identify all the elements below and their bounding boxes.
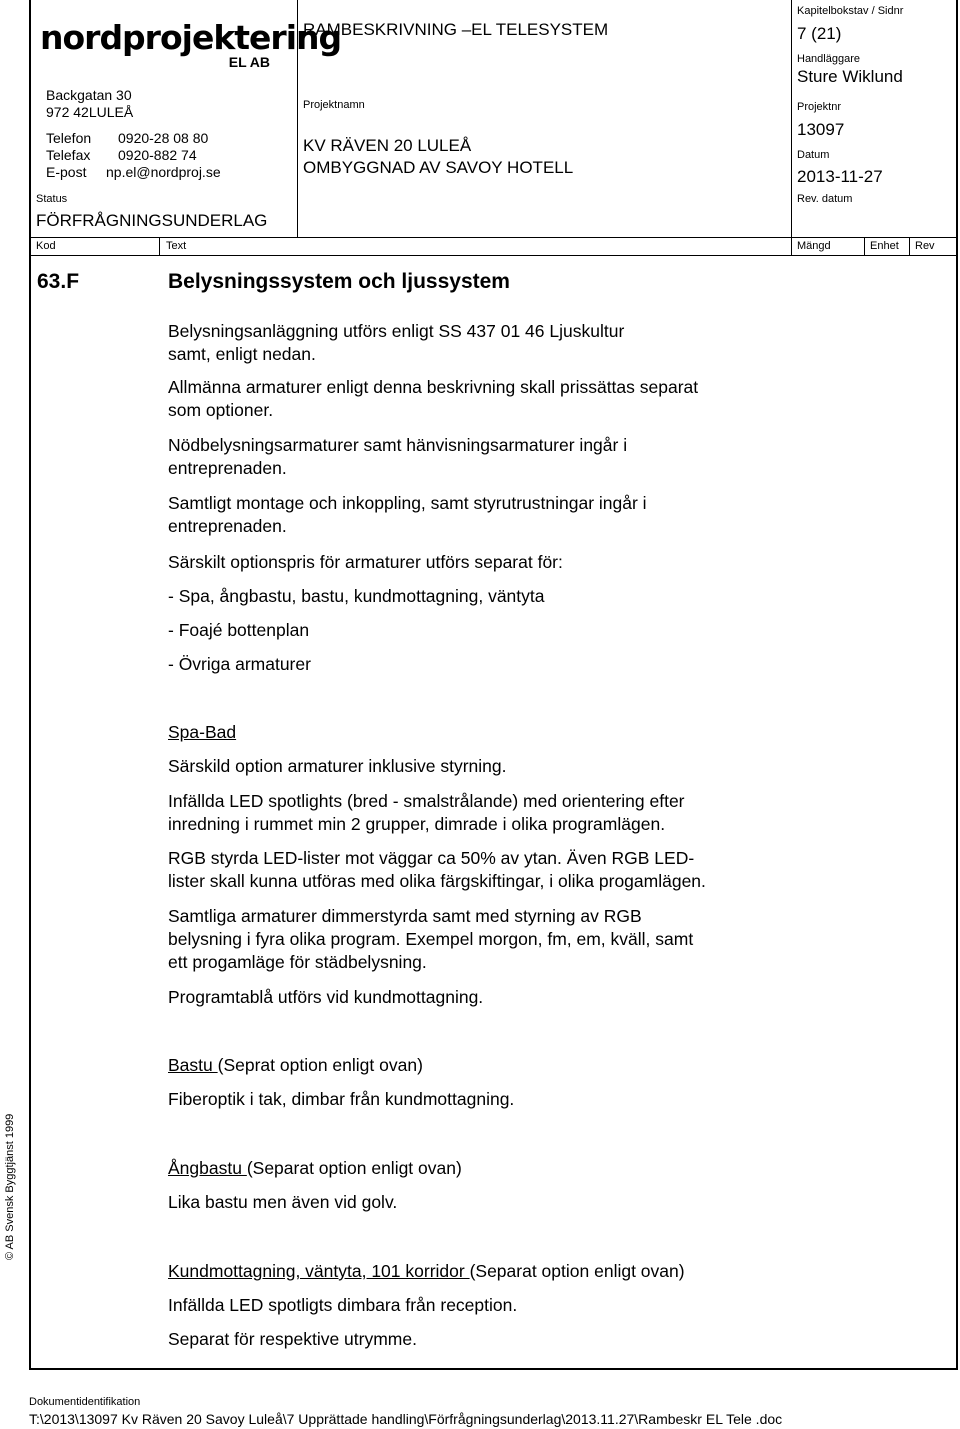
kund-heading-rest: (Separat option enligt ovan) (469, 1261, 685, 1281)
intro-p3 (168, 434, 627, 480)
projektnr-value: 13097 (797, 120, 845, 139)
intro-p2-line1: Allmänna armaturer enligt denna beskrivning skall prissättas separat (168, 377, 699, 397)
spa-para-3 (168, 847, 706, 893)
intro-p4 (168, 492, 647, 538)
fax-label: Telefax (46, 147, 91, 163)
section-title: Belysningssystem och ljussystem (168, 270, 510, 293)
intro-p5: Särskilt optionspris för armaturer utförs separat för: (168, 552, 563, 572)
intro-p2 (168, 376, 698, 422)
revdatum-label: Rev. datum (797, 193, 853, 205)
header-bottom-line (29, 237, 958, 238)
fax-value: 0920-882 74 (118, 147, 197, 163)
email-row (46, 164, 221, 181)
projektnamn-value (303, 135, 573, 179)
col-divider-mangd (791, 237, 792, 255)
col-divider-kod (159, 237, 160, 255)
company-contact (46, 130, 221, 181)
logo-subtitle: EL AB (228, 54, 270, 70)
handlaggare-label: Handläggare (797, 53, 860, 65)
column-mangd: Mängd (797, 240, 831, 252)
kapitel-label: Kapitelbokstav / Sidnr (797, 5, 904, 17)
column-kod: Kod (36, 240, 56, 252)
kapitel-value: 7 (21) (797, 24, 842, 43)
bastu-line-1: Fiberoptik i tak, dimbar från kundmottagning. (168, 1089, 515, 1109)
projektnr-label: Projektnr (797, 101, 842, 113)
phone-label: Telefon (46, 130, 92, 146)
spa-para-2 (168, 790, 685, 836)
col-divider-enhet (864, 237, 865, 255)
datum-label: Datum (797, 149, 830, 161)
intro-p2-line2: som optioner. (168, 400, 274, 420)
angbastu-heading-underlined: Ångbastu (168, 1158, 247, 1178)
intro-p3-line1: Nödbelysningsarmaturer samt hänvisningsarmaturer ingår i (168, 435, 628, 455)
phone-value: 0920-28 08 80 (118, 130, 209, 146)
docid-label: Dokumentidentifikation (29, 1396, 141, 1408)
kund-heading-underlined: Kundmottagning, väntyta, 101 korridor (168, 1261, 470, 1281)
email-value: np.el@nordproj.se (106, 164, 221, 180)
bastu-heading (168, 1054, 423, 1077)
column-rev: Rev (915, 240, 935, 252)
intro-p4-line2: entreprenaden. (168, 516, 287, 536)
angbastu-heading-rest: (Separat option enligt ovan) (246, 1158, 462, 1178)
intro-p3-line2: entreprenaden. (168, 458, 287, 478)
spa-line-5: lister skall kunna utföras med olika färgskiftingar, i olika progamlägen. (168, 871, 706, 891)
company-address (46, 87, 133, 121)
intro-p1-line2: samt, enligt nedan. (168, 344, 316, 364)
address-line-2: 972 42LULEÅ (46, 104, 134, 120)
bastu-heading-underlined: Bastu (168, 1055, 218, 1075)
projektnamn-line-1: KV RÄVEN 20 LULEÅ (303, 136, 472, 155)
docid-value: T:\2013\13097 Kv Räven 20 Savoy Luleå\7 Upprättade handling\Förfrågningsunderlag\2013.11.27\Rambeskr EL Tele .doc (29, 1411, 783, 1427)
datum-value: 2013-11-27 (797, 167, 883, 186)
copyright-side-text: © AB Svensk Byggtjänst 1999 (4, 1113, 16, 1260)
intro-p4-line1: Samtligt montage och inkoppling, samt styrutrustningar ingår i (168, 493, 647, 513)
column-enhet: Enhet (870, 240, 899, 252)
spa-line-4: RGB styrda LED-lister mot väggar ca 50% av ytan. Även RGB LED- (168, 848, 695, 868)
header-divider-2 (791, 0, 792, 237)
email-label: E-post (46, 164, 87, 180)
angbastu-line-1: Lika bastu men även vid golv. (168, 1192, 398, 1212)
spa-line-9: Programtablå utförs vid kundmottagning. (168, 987, 484, 1007)
projektnamn-label: Projektnamn (303, 99, 365, 111)
company-logo (40, 18, 342, 74)
document-title: RAMBESKRIVNING –EL TELESYSTEM (303, 20, 609, 39)
spa-line-7: belysning i fyra olika program. Exempel morgon, fm, em, kväll, samt (168, 929, 694, 949)
status-value: FÖRFRÅGNINGSUNDERLAG (36, 211, 268, 230)
intro-list-item-1: - Spa, ångbastu, bastu, kundmottagning, väntyta (168, 586, 545, 606)
intro-list-item-2: - Foajé bottenplan (168, 620, 310, 640)
spa-line-3: inredning i rummet min 2 grupper, dimrade i olika programlägen. (168, 814, 666, 834)
projektnamn-line-2: OMBYGGNAD AV SAVOY HOTELL (303, 158, 574, 177)
column-text: Text (166, 240, 187, 252)
intro-p1-line1: Belysningsanläggning utförs enligt SS 437 01 46 Ljuskultur (168, 321, 625, 341)
intro-list-item-3: - Övriga armaturer (168, 654, 311, 674)
column-header-line (29, 255, 958, 256)
bastu-heading-rest: (Seprat option enligt ovan) (217, 1055, 423, 1075)
fax-row (46, 147, 221, 164)
section-code: 63.F (37, 270, 80, 293)
address-line-1: Backgatan 30 (46, 87, 132, 103)
spa-line-8: ett progamläge för städbelysning. (168, 952, 427, 972)
angbastu-heading (168, 1157, 462, 1180)
kund-heading (168, 1260, 685, 1283)
phone-row (46, 130, 221, 147)
status-label: Status (36, 193, 68, 205)
col-divider-rev (909, 237, 910, 255)
kund-line-1: Infällda LED spotligts dimbara från reception. (168, 1295, 518, 1315)
intro-p1 (168, 320, 624, 366)
spa-para-4 (168, 905, 693, 974)
spa-heading: Spa-Bad (168, 722, 237, 742)
logo-wordmark: nordprojektering (40, 18, 342, 57)
handlaggare-value: Sture Wiklund (797, 67, 903, 86)
kund-line-2: Separat för respektive utrymme. (168, 1329, 417, 1349)
spa-line-1: Särskild option armaturer inklusive styrning. (168, 756, 507, 776)
spa-line-6: Samtliga armaturer dimmerstyrda samt med styrning av RGB (168, 906, 642, 926)
spa-line-2: Infällda LED spotlights (bred - smalstrålande) med orientering efter (168, 791, 685, 811)
